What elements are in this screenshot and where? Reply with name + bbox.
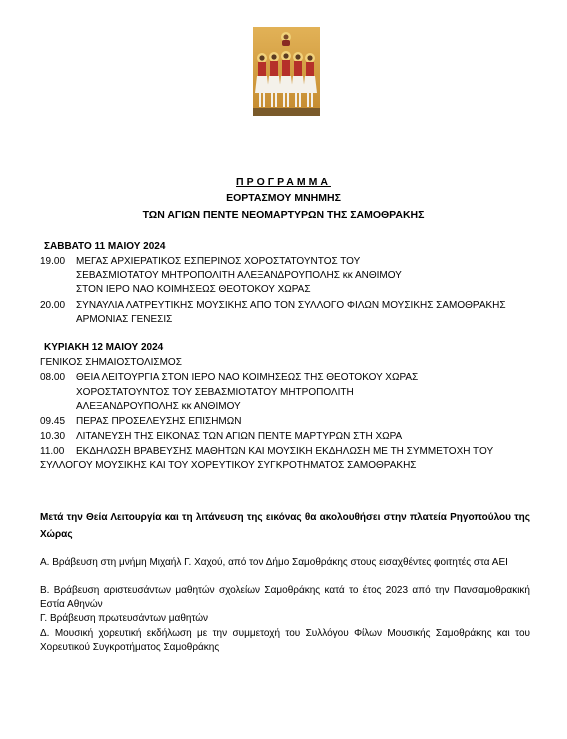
- award-a: Α. Βράβευση στη μνήμη Μιχαήλ Γ. Χαχού, από τον Δήμο Σαμοθράκης στους εισαχθέντες φοιτητές στα ΑΕΙ: [40, 557, 508, 568]
- program-subtitle: ΕΟΡΤΑΣΜΟΥ ΜΝΗΜΗΣ: [226, 192, 341, 204]
- award-c: Γ. Βράβευση πρωτευσάντων μαθητών: [40, 613, 209, 624]
- entry-text: ΣΥΛΛΟΓΟΥ ΜΟΥΣΙΚΗΣ ΚΑΙ ΤΟΥ ΧΟΡΕΥΤΙΚΟΥ ΣΥΓΚΡΟΤΗΜΑΤΟΣ ΣΑΜΟΘΡΑΚΗΣ: [40, 460, 417, 471]
- saints-icon: [253, 27, 320, 116]
- entry-time: 19.00: [40, 256, 66, 267]
- entry-text: ΑΡΜΟΝΙΑΣ ΓΕΝΕΣΙΣ: [76, 314, 173, 325]
- program-title: ΠΡΟΓΡΑΜΜΑ: [236, 176, 331, 188]
- general-decoration: ΓΕΝΙΚΟΣ ΣΗΜΑΙΟΣΤΟΛΙΣΜΟΣ: [40, 357, 182, 368]
- schedule-entry: [40, 431, 402, 442]
- entry-text: ΣΕΒΑΣΜΙΟΤΑΤΟΥ ΜΗΤΡΟΠΟΛΙΤΗ ΑΛΕΞΑΝΔΡΟΥΠΟΛΗΣ κκ ΑΝΘΙΜΟΥ: [76, 270, 402, 281]
- award-d: Δ. Μουσική χορευτική εκδήλωση με την συμμετοχή του Συλλόγου Φίλων Μουσικής Σαμοθράκης και του Χορευτικού Συγκροτήματος Σαμοθράκης: [40, 628, 530, 653]
- schedule-entry: [40, 372, 418, 383]
- entry-time: 20.00: [40, 300, 66, 311]
- entry-text: ΠΕΡΑΣ ΠΡΟΣΕΛΕΥΣΗΣ ΕΠΙΣΗΜΩΝ: [76, 416, 242, 427]
- entry-time: 08.00: [40, 372, 66, 383]
- entry-time: 11.00: [40, 446, 65, 457]
- entry-text: ΑΛΕΞΑΝΔΡΟΥΠΟΛΗΣ κκ ΑΝΘΙΜΟΥ: [76, 401, 241, 412]
- entry-text: ΕΚΔΗΛΩΣΗ ΒΡΑΒΕΥΣΗΣ ΜΑΘΗΤΩΝ ΚΑΙ ΜΟΥΣΙΚΗ ΕΚΔΗΛΩΣΗ ΜΕ ΤΗ ΣΥΜΜΕΤΟΧΗ ΤΟΥ: [76, 446, 494, 457]
- entry-text: ΘΕΙΑ ΛΕΙΤΟΥΡΓΙΑ ΣΤΟΝ ΙΕΡΟ ΝΑΟ ΚΟΙΜΗΣΕΩΣ ΤΗΣ ΘΕΟΤΟΚΟΥ ΧΩΡΑΣ: [76, 372, 419, 383]
- entry-time: 09.45: [40, 416, 66, 427]
- after-liturgy-note: Μετά την Θεία Λειτουργία και τη λιτάνευση της εικόνας θα ακολουθήσει στην πλατεία Ρηγοπούλου της Χώρας: [40, 512, 530, 540]
- schedule-entry: [40, 446, 493, 457]
- schedule-entry: [40, 300, 506, 311]
- schedule-entry: [40, 256, 360, 267]
- entry-text: ΜΕΓΑΣ ΑΡΧΙΕΡΑΤΙΚΟΣ ΕΣΠΕΡΙΝΟΣ ΧΟΡΟΣΤΑΤΟΥΝΤΟΣ ΤΟΥ: [76, 256, 361, 267]
- program-subtitle-2: ΤΩΝ ΑΓΙΩΝ ΠΕΝΤΕ ΝΕΟΜΑΡΤΥΡΩΝ ΤΗΣ ΣΑΜΟΘΡΑΚΗΣ: [142, 209, 425, 221]
- entry-text: ΣΥΝΑΥΛΙΑ ΛΑΤΡΕΥΤΙΚΗΣ ΜΟΥΣΙΚΗΣ ΑΠΟ ΤΟΝ ΣΥΛΛΟΓΟ ΦΙΛΩΝ ΜΟΥΣΙΚΗΣ ΣΑΜΟΘΡΑΚΗΣ: [76, 300, 506, 311]
- saturday-heading: ΣΑΒΒΑΤΟ 11 ΜΑΙΟΥ 2024: [44, 241, 166, 252]
- entry-text: ΣΤΟΝ ΙΕΡΟ ΝΑΟ ΚΟΙΜΗΣΕΩΣ ΘΕΟΤΟΚΟΥ ΧΩΡΑΣ: [76, 284, 311, 295]
- schedule-entry: [40, 416, 241, 427]
- entry-text: ΛΙΤΑΝΕΥΣΗ ΤΗΣ ΕΙΚΟΝΑΣ ΤΩΝ ΑΓΙΩΝ ΠΕΝΤΕ ΜΑΡΤΥΡΩΝ ΣΤΗ ΧΩΡΑ: [76, 431, 403, 442]
- award-b: Β. Βράβευση αριστευσάντων μαθητών σχολείων Σαμοθράκης κατά το έτος 2023 από την Πανσαμοθρακική Εστία Αθηνών: [40, 585, 530, 610]
- sunday-heading: ΚΥΡΙΑΚΗ 12 ΜΑΙΟΥ 2024: [44, 342, 164, 353]
- entry-text: ΧΟΡΟΣΤΑΤΟΥΝΤΟΣ ΤΟΥ ΣΕΒΑΣΜΙΟΤΑΤΟΥ ΜΗΤΡΟΠΟΛΙΤΗ: [76, 387, 354, 398]
- entry-time: 10.30: [40, 431, 66, 442]
